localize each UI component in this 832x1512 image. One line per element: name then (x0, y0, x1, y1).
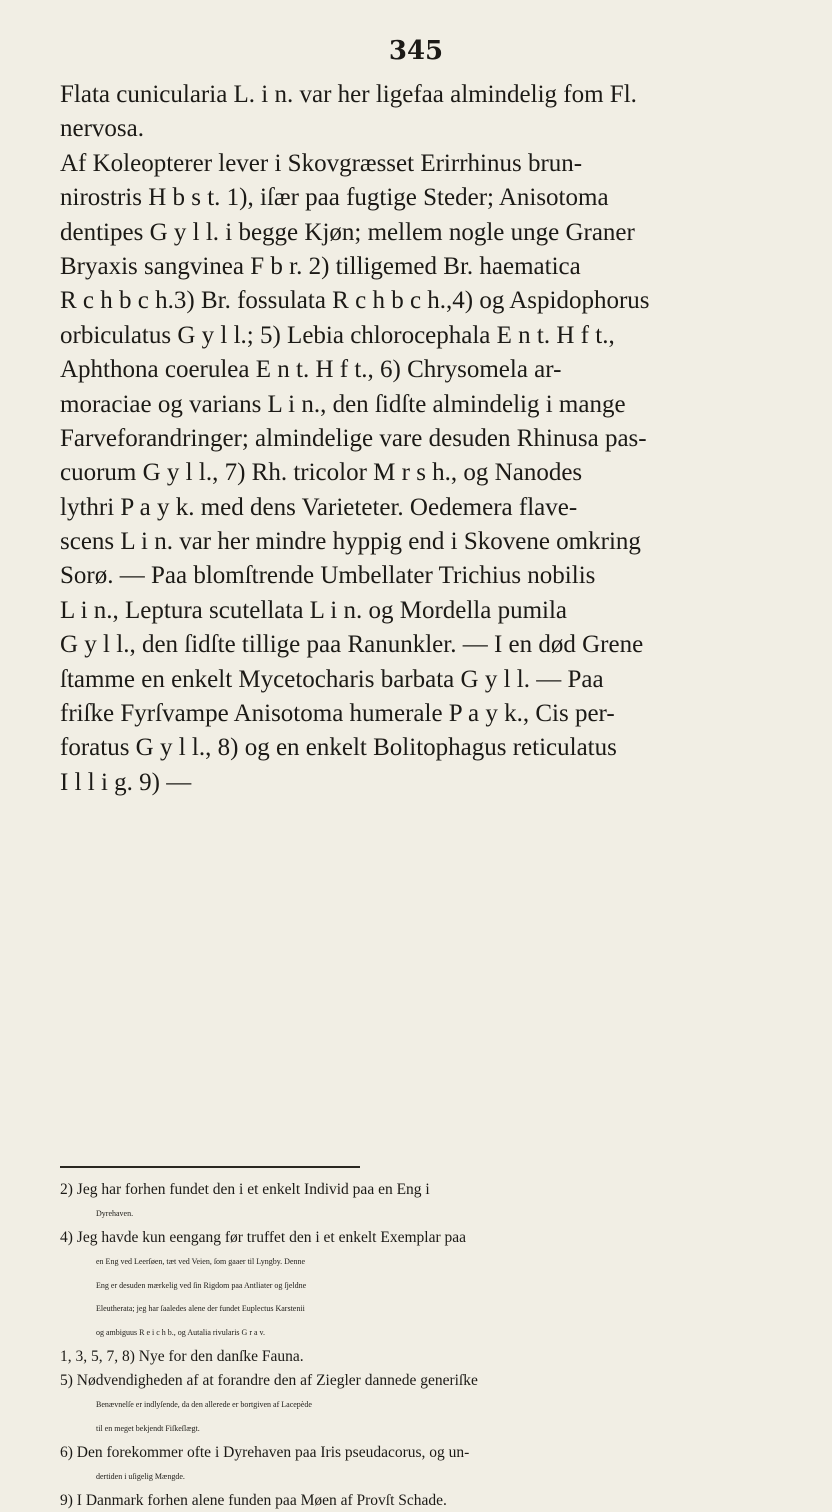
main-text (60, 78, 824, 800)
text-line: orbiculatus G y l l.; 5) Lebia chlorocephala E n t. H f t., (60, 321, 615, 349)
text-line: ſtamme en enkelt Mycetocharis barbata G y l l. — Paa (60, 665, 604, 693)
text-line: Bryaxis sangvinea F b r. 2) tilligemed Br. haematica (60, 252, 581, 280)
text-line: I l l i g. 9) — (60, 768, 192, 796)
text-line: foratus G y l l., 8) og en enkelt Bolitophagus reticulatus (60, 734, 617, 762)
text-line: moraciae og varians L i n., den ſidſte almindelig i mange (60, 390, 626, 418)
text-line: dentipes G y l l. i begge Kjøn; mellem nogle unge Graner (60, 218, 635, 246)
text-line: G y l l., den ſidſte tillige paa Ranunkler. — I en død Grene (60, 631, 644, 659)
text-line: nervosa. (60, 115, 144, 143)
text-line: R c h b c h.3) Br. fossulata R c h b c h.,4) og Aspidophorus (60, 287, 650, 315)
footnote-divider (60, 1166, 360, 1168)
page-number: 345 (388, 36, 444, 66)
text-line: Aphthona coerulea E n t. H f t., 6) Chrysomela ar- (60, 356, 562, 384)
footnotes (60, 1178, 824, 1512)
footnote-line: Eng er desuden mærkelig ved ſin Rigdom paa Antliater og ſjeldne (96, 1280, 307, 1290)
footnote-line: 9) I Danmark forhen alene funden paa Møen af Provſt Schade. (60, 1491, 447, 1509)
text-line: scens L i n. var her mindre hyppig end i Skovene omkring (60, 528, 641, 556)
footnote-line: Dyrehaven. (96, 1208, 134, 1218)
text-line: L i n., Leptura scutellata L i n. og Mordella pumila (60, 596, 568, 624)
footnote-line: en Eng ved Leerſøen, tæt ved Veien, ſom gaaer til Lyngby. Denne (96, 1256, 306, 1266)
footnote-line: Benævnelſe er indlyſende, da den allerede er bortgiven af Lacepède (96, 1400, 312, 1410)
footnote-line: 5) Nødvendigheden af at forandre den af Ziegler dannede generiſke (60, 1372, 478, 1390)
footnote-line: dertiden i uſigelig Mængde. (96, 1471, 185, 1481)
text-line: cuorum G y l l., 7) Rh. tricolor M r s h., og Nanodes (60, 459, 583, 487)
footnote-line: til en meget bekjendt Fiſkeſlægt. (96, 1423, 200, 1433)
text-line: Sorø. — Paa blomſtrende Umbellater Trichius nobilis (60, 562, 596, 590)
footnote-line: 6) Den forekommer ofte i Dyrehaven paa Iris pseudacorus, og un- (60, 1443, 470, 1461)
text-line: Af Koleopterer lever i Skovgræsset Erirrhinus brun- (60, 149, 583, 177)
text-line: Flata cunicularia L. i n. var her ligefaa almindelig fom Fl. (60, 81, 637, 108)
text-line: Farveforandringer; almindelige vare desuden Rhinusa pas- (60, 424, 647, 452)
footnote-line: 4) Jeg havde kun eengang før truffet den i et enkelt Exemplar paa (60, 1228, 466, 1246)
footnote-line: 2) Jeg har forhen fundet den i et enkelt Individ paa en Eng i (60, 1181, 430, 1198)
footnote-line: Eleutherata; jeg har ſaaledes alene der fundet Euplectus Karstenii (96, 1304, 305, 1314)
text-line: lythri P a y k. med dens Varieteter. Oedemera flave- (60, 493, 578, 521)
footnote-line: og ambiguus R e i c h b., og Autalia rivularis G r a v. (96, 1328, 266, 1338)
text-line: nirostris H b s t. 1), iſær paa fugtige Steder; Anisotoma (60, 184, 609, 212)
text-line: friſke Fyrſvampe Anisotoma humerale P a y k., Cis per- (60, 700, 615, 728)
footnote-line: 1, 3, 5, 7, 8) Nye for den danſke Fauna. (60, 1348, 304, 1366)
